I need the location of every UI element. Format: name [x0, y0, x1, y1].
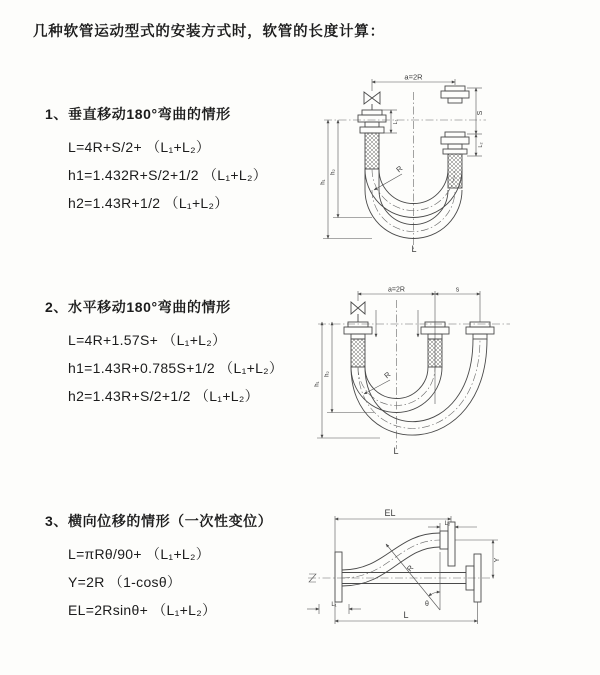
section-2-heading: 2、水平移动180°弯曲的情形 — [45, 299, 231, 315]
dimension-el — [335, 508, 451, 552]
diagram-horizontal-180-bend — [310, 284, 600, 462]
diagram-lateral-displacement — [300, 506, 600, 646]
section-3-heading: 3、横向位移的情形（一次性变位） — [45, 513, 273, 529]
dim-label-s: S — [477, 110, 484, 116]
dim-label-el: EL — [384, 508, 396, 518]
dimension-h1 — [315, 322, 381, 438]
left-flange — [335, 552, 466, 602]
formula-h2: h2=1.43R+1/2 （L₁+L₂） — [68, 195, 229, 211]
dimension-h1 — [321, 120, 373, 239]
dim-label-h1: h₁ — [320, 179, 327, 185]
formula-h1: h1=1.432R+S/2+1/2 （L₁+L₂） — [68, 167, 268, 183]
dim-label-r: R — [394, 163, 405, 175]
formula-h2: h2=1.43R+S/2+1/2 （L₁+L₂） — [68, 388, 259, 404]
dim-label-l2: L₂ — [444, 521, 451, 527]
dim-label-l1: L₁ — [331, 602, 337, 608]
dim-label-y: Y — [494, 557, 501, 563]
dim-label-h2: h₂ — [324, 371, 331, 377]
dim-label-r: R — [404, 563, 416, 574]
right-fitting-upper-position — [441, 86, 469, 103]
formula-h1: h1=1.43R+0.785S+1/2 （L₁+L₂） — [68, 360, 284, 376]
right-fitting-lower-position — [441, 132, 469, 188]
dimension-l2 — [467, 134, 484, 156]
left-hose-fitting — [344, 322, 372, 367]
dimension-h2 — [325, 322, 375, 413]
formula-l: L=πRθ/90+ （L₁+L₂） — [68, 546, 211, 562]
dimension-s-stroke — [435, 287, 480, 323]
dim-label-l1: L₁ — [393, 119, 399, 125]
dimension-l1 — [307, 602, 361, 614]
dim-label-s: s — [455, 286, 460, 294]
dim-label-theta: θ — [425, 601, 429, 608]
formula-l: L=4R+1.57S+ （L₁+L₂） — [68, 332, 227, 348]
dimension-s-stroke — [467, 88, 484, 134]
hose-centerline-arc-moved — [358, 339, 480, 428]
dim-label-l: L — [393, 446, 399, 456]
right-fitting-moved-position — [466, 322, 494, 339]
dim-label-l: L — [411, 244, 417, 254]
section-vertical-movement — [45, 104, 267, 217]
diagram-vertical-180-bend — [310, 72, 600, 258]
section-1-heading: 1、垂直移动180°弯曲的情形 — [45, 106, 231, 122]
upper-flange-displaced-position — [440, 522, 455, 566]
formula-el: EL=2Rsinθ+ （L₁+L₂） — [68, 602, 217, 618]
valve-icon — [351, 302, 365, 322]
page-title: 几种软管运动型式的安装方式时，软管的长度计算： — [33, 24, 385, 40]
valve-icon — [364, 92, 380, 110]
section-lateral-displacement — [45, 511, 272, 624]
dimension-l2 — [428, 521, 477, 531]
dim-label-l2: L₂ — [478, 142, 484, 148]
dim-label-a2r: a=2R — [404, 72, 423, 82]
dim-label-h1: h₁ — [314, 381, 321, 387]
formula-l: L=4R+S/2+ （L₁+L₂） — [68, 139, 211, 155]
dimension-l1 — [382, 110, 399, 133]
dim-label-r: R — [382, 369, 393, 381]
dim-label-a2r: a=2R — [388, 286, 405, 294]
left-hose-fitting — [358, 110, 386, 190]
dim-label-h2: h₂ — [330, 169, 337, 175]
hose-u-bend-moved — [351, 339, 487, 435]
section-horizontal-movement — [45, 297, 283, 410]
dimension-a-2r — [372, 73, 455, 92]
dim-label-l: L — [403, 610, 409, 620]
formula-y: Y=2R （1-cosθ） — [68, 574, 182, 590]
dimension-l — [335, 602, 478, 624]
